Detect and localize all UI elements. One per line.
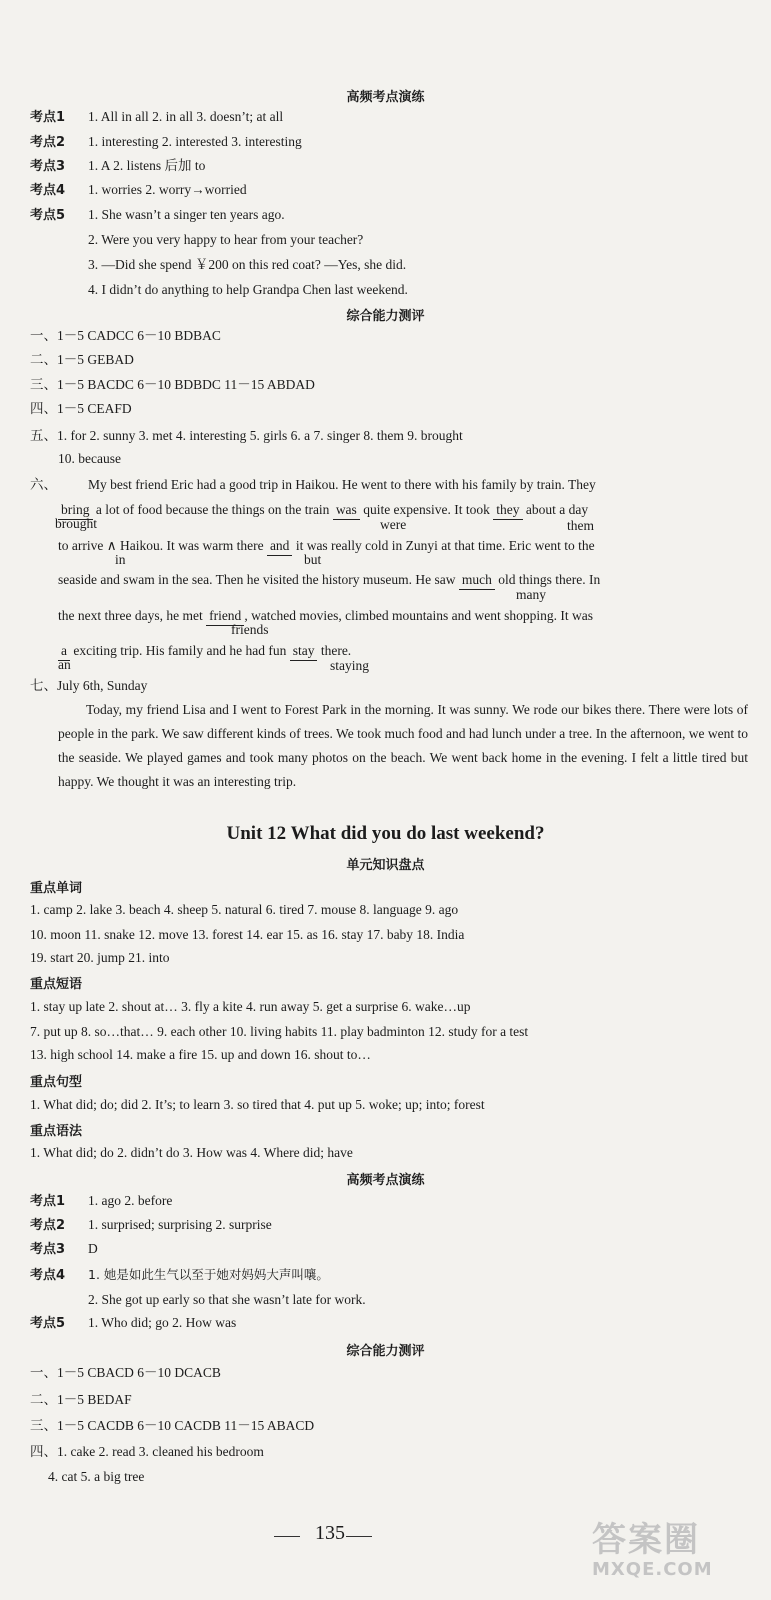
- phrase-line: 7. put up 8. so…that… 9. each other 10. living habits 11. play badminton 12. study for a test: [30, 1024, 529, 1039]
- kp-line: 3. —Did she spend ￥200 on this red coat? —Yes, she did.: [88, 257, 407, 272]
- correction: them: [567, 518, 594, 533]
- correction: were: [380, 517, 407, 532]
- phrase-line: 13. high school 14. make a fire 15. up and down 16. shout to…: [30, 1047, 371, 1062]
- q7-composition: Today, my friend Lisa and I went to Forest Park in the morning. It was sunny. We rode our bikes there. There were lots of people in the park. We saw different kinds of trees. We took much food and had lunch under a tree. In the afternoon, we went to the seaside. We played games and took many photos on the beach. We went back home in the evening. I felt a little tired but happy. We thought it was an interesting trip.: [58, 702, 748, 789]
- watermark-en: MXQE.COM: [592, 1559, 713, 1580]
- q6-line: the next three days, he met friend , watched movies, climbed mountains and went shopping. It was: [58, 607, 593, 626]
- divider: [346, 1536, 372, 1537]
- answer-line: 二、1－5 BEDAF: [30, 1392, 132, 1407]
- q6-line: a exciting trip. His family and he had fun stay there.: [58, 642, 351, 661]
- answer-line: 四、1. cake 2. read 3. cleaned his bedroom: [30, 1444, 264, 1459]
- section-title: 综合能力测评: [346, 1344, 425, 1359]
- vocab-line: 19. start 20. jump 21. into: [30, 950, 170, 965]
- vocab-line: 10. moon 11. snake 12. move 13. forest 14. ear 15. as 16. stay 17. baby 18. India: [30, 927, 465, 942]
- kp-line: 考点2 1. interesting 2. interested 3. interesting: [30, 134, 302, 150]
- subsection-title: 重点句型: [30, 1075, 83, 1090]
- answer-line: 二、1－5 GEBAD: [30, 352, 134, 367]
- answer-line: 四、1－5 CEAFD: [30, 401, 132, 416]
- correction: brought: [55, 516, 97, 531]
- subsection-title: 重点单词: [30, 881, 83, 896]
- answer-line: 10. because: [58, 451, 121, 466]
- correction: friends: [231, 622, 269, 637]
- subsection-title: 重点短语: [30, 977, 83, 992]
- subsection-title: 重点语法: [30, 1124, 83, 1139]
- section-title: 单元知识盘点: [346, 858, 425, 873]
- correction: many: [516, 587, 546, 602]
- correction: in: [115, 552, 126, 567]
- vocab-line: 1. camp 2. lake 3. beach 4. sheep 5. natural 6. tired 7. mouse 8. language 9. ago: [30, 902, 459, 917]
- unit-title: Unit 12 What did you do last weekend?: [226, 823, 545, 844]
- answer-line: 4. cat 5. a big tree: [48, 1469, 145, 1484]
- section-title: 综合能力测评: [346, 309, 425, 324]
- kp-line: 考点4 1. 她是如此生气以至于她对妈妈大声叫嚷。: [30, 1267, 329, 1283]
- answer-line: 三、1－5 CACDB 6－10 CACDB 11－15 ABACD: [30, 1418, 315, 1433]
- kp-line: 考点1 1. All in all 2. in all 3. doesn’t; at all: [30, 109, 284, 125]
- section-title: 高频考点演练: [346, 1173, 425, 1188]
- correction: staying: [330, 658, 369, 673]
- grammar-line: 1. What did; do 2. didn’t do 3. How was 4. Where did; have: [30, 1145, 353, 1160]
- answer-line: 一、1－5 CBACD 6－10 DCACB: [30, 1365, 221, 1380]
- sentence-line: 1. What did; do; did 2. It’s; to learn 3. so tired that 4. put up 5. woke; up; into; forest: [30, 1097, 485, 1112]
- phrase-line: 1. stay up late 2. shout at… 3. fly a kite 4. run away 5. get a surprise 6. wake…up: [30, 999, 471, 1014]
- section-title: 高频考点演练: [346, 90, 425, 105]
- kp-line: 考点1 1. ago 2. before: [30, 1193, 173, 1209]
- q6-label: 六、: [30, 477, 57, 492]
- answer-line: 一、1－5 CADCC 6－10 BDBAC: [30, 328, 221, 343]
- kp-line: 2. She got up early so that she wasn’t late for work.: [88, 1292, 366, 1307]
- kp-line: 考点5 1. She wasn’t a singer ten years ago.: [30, 207, 285, 223]
- correction: but: [304, 552, 322, 567]
- watermark-logo: [592, 1512, 752, 1592]
- q6-line: My best friend Eric had a good trip in Haikou. He went to there with his family by train. They: [88, 477, 596, 492]
- kp-line: 考点4 1. worries 2. worry→worried: [30, 182, 247, 198]
- kp-line: 2. Were you very happy to hear from your teacher?: [88, 232, 364, 247]
- q7-label: 七、July 6th, Sunday: [30, 678, 148, 693]
- watermark-cn: 答案圈: [592, 1520, 700, 1560]
- correction: an: [58, 657, 71, 672]
- kp-line: 考点3 D: [30, 1241, 98, 1257]
- kp-line: 考点5 1. Who did; go 2. How was: [30, 1315, 237, 1331]
- q6-line: to arrive ∧ Haikou. It was warm there and it was really cold in Zunyi at that time. Eric went to the: [58, 537, 595, 556]
- kp-line: 考点3 1. A 2. listens 后加 to: [30, 158, 206, 174]
- q6-line: bring a lot of food because the things on the train was quite expensive. It took they about a day: [58, 501, 588, 520]
- answer-line: 五、1. for 2. sunny 3. met 4. interesting 5. girls 6. a 7. singer 8. them 9. brought: [30, 428, 463, 443]
- kp-line: 4. I didn’t do anything to help Grandpa Chen last weekend.: [88, 282, 408, 297]
- kp-line: 考点2 1. surprised; surprising 2. surprise: [30, 1217, 272, 1233]
- q6-line: seaside and swam in the sea. Then he visited the history museum. He saw much old things there. In: [58, 571, 600, 590]
- answer-line: 三、1－5 BACDC 6－10 BDBDC 11－15 ABDAD: [30, 377, 315, 392]
- page-number: 135: [315, 1522, 345, 1544]
